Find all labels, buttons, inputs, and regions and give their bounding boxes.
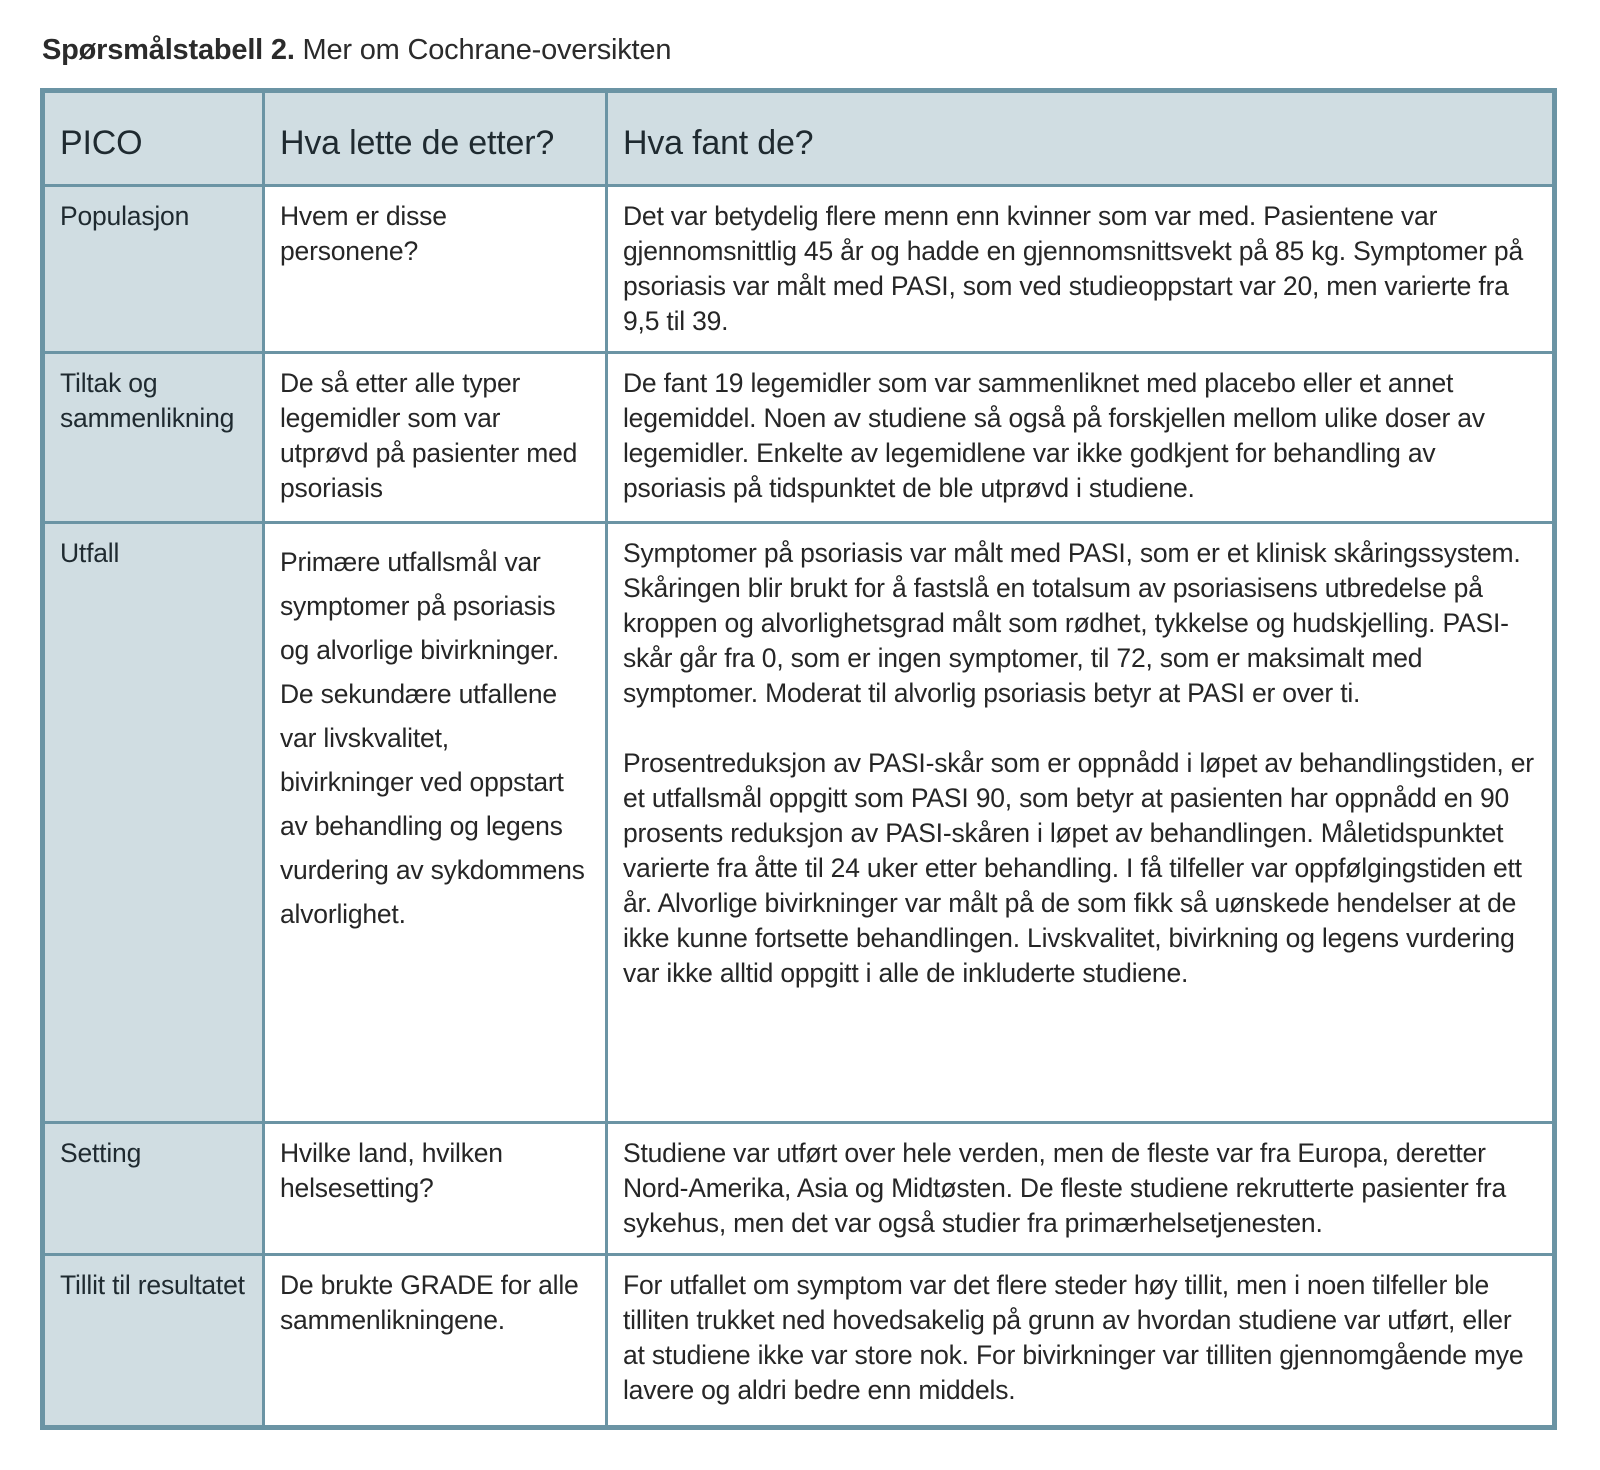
header-cell-pico: PICO xyxy=(43,91,264,186)
header-cell-findings: Hva fant de? xyxy=(607,91,1555,186)
answer-paragraph: Symptomer på psoriasis var målt med PASI, som er et klinisk skåringssystem. Skåringen blir brukt for å fastslå en totalsum av psoriasisens utbredelse på kroppen og alvorlighetsgrad målt som rødhet, tykkelse og hudskjelling. PASI-skår går fra 0, som er ingen symptomer, til 72, som er maksimalt med symptomer. Moderat til alvorlig psoriasis betyr at PASI er over ti. xyxy=(623,538,1521,708)
question-text: Primære utfallsmål var symptomer på psoriasis og alvorlige bivirkninger. De sekundære utfallene var livskvalitet, bivirkninger ved oppstart av behandling og legens vurdering av sykdommens alvorlighet. xyxy=(280,547,585,929)
question-text: Hvilke land, hvilken helsesetting? xyxy=(280,1138,503,1203)
answer-cell xyxy=(607,1255,1555,1428)
row-label: Utfall xyxy=(43,523,264,1123)
answer-paragraph: De fant 19 legemidler som var sammenliknet med placebo eller et annet legemiddel. Noen av studiene så også på forskjellen mellom ulike doser av legemidler. Enkelte av legemidlene var ikke godkjent for behandling av psoriasis på tidspunktet de ble utprøvd i studiene. xyxy=(623,368,1485,503)
page-title-text: Mer om Cochrane-oversikten xyxy=(302,34,672,66)
question-text: De så etter alle typer legemidler som var utprøvd på pasienter med psoriasis xyxy=(280,368,578,503)
answer-paragraph: For utfallet om symptom var det flere steder høy tillit, men i noen tilfeller ble tilliten trukket ned hovedsakelig på grunn av hvordan studiene var utført, eller at studiene ikke var store nok. For bivirkninger var tilliten gjennomgående mye lavere og aldri bedre enn middels. xyxy=(623,1270,1524,1405)
row-label: Setting xyxy=(43,1123,264,1255)
question-cell xyxy=(264,1255,607,1428)
pico-table xyxy=(40,88,1557,1430)
table-row-tiltak xyxy=(43,353,1555,523)
question-text: Hvem er disse personene? xyxy=(280,201,447,266)
page-title-label: Spørsmålstabell 2. xyxy=(42,34,295,66)
table-row-setting xyxy=(43,1123,1555,1255)
table-row-tillit xyxy=(43,1255,1555,1428)
answer-cell xyxy=(607,186,1555,353)
row-label: Populasjon xyxy=(43,186,264,353)
table-row-populasjon xyxy=(43,186,1555,353)
answer-cell xyxy=(607,353,1555,523)
row-label: Tiltak og sammenlikning xyxy=(43,353,264,523)
table-row-utfall xyxy=(43,523,1555,1123)
answer-cell xyxy=(607,1123,1555,1255)
answer-paragraph: Studiene var utført over hele verden, men de fleste var fra Europa, deretter Nord-Amerika, Asia og Midtøsten. De fleste studiene rekrutterte pasienter fra sykehus, men det var også studier fra primærhelsetjenesten. xyxy=(623,1138,1507,1238)
table-header-row xyxy=(43,91,1555,186)
row-label: Tillit til resultatet xyxy=(43,1255,264,1428)
page-title xyxy=(42,34,1556,67)
header-cell-question: Hva lette de etter? xyxy=(264,91,607,186)
question-cell xyxy=(264,1123,607,1255)
answer-paragraph: Prosentreduksjon av PASI-skår som er oppnådd i løpet av behandlingstiden, er et utfallsmål oppgitt som PASI 90, som betyr at pasienten har oppnådd en 90 prosents reduksjon av PASI-skåren i løpet av behandlingen. Måletidspunktet varierte fra åtte til 24 uker etter behandling. I få tilfeller var oppfølgingstiden ett år. Alvorlige bivirkninger var målt på de som fikk så uønskede hendelser at de ikke kunne fortsette behandlingen. Livskvalitet, bivirkning og legens vurdering var ikke alltid oppgitt i alle de inkluderte studiene. xyxy=(623,748,1534,988)
question-cell xyxy=(264,353,607,523)
answer-cell xyxy=(607,523,1555,1123)
question-text: De brukte GRADE for alle sammenlikningene. xyxy=(280,1270,579,1335)
question-cell xyxy=(264,523,607,1123)
question-cell xyxy=(264,186,607,353)
answer-paragraph: Det var betydelig flere menn enn kvinner som var med. Pasientene var gjennomsnittlig 45 år og hadde en gjennomsnittsvekt på 85 kg. Symptomer på psoriasis var målt med PASI, som ved studieoppstart var 20, men varierte fra 9,5 til 39. xyxy=(623,201,1523,336)
